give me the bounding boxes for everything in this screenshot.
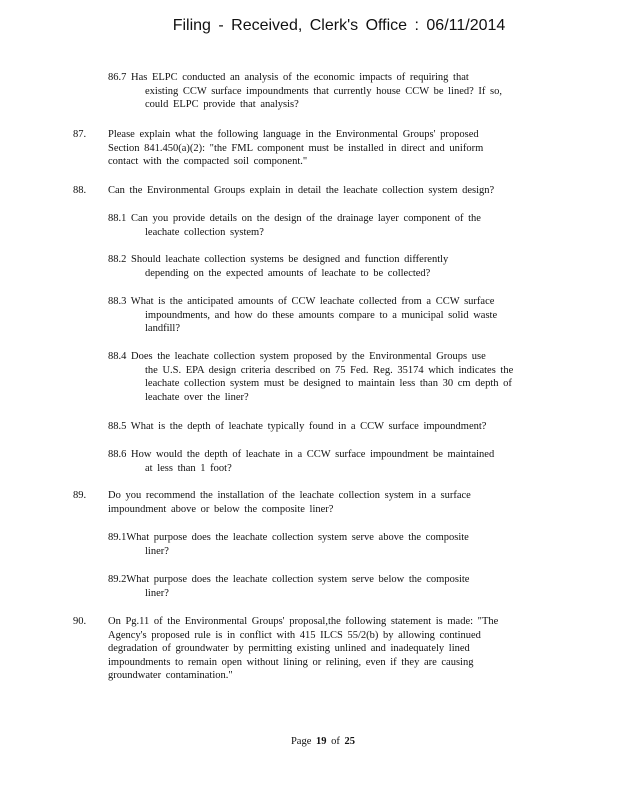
question-88 (73, 184, 494, 198)
question-88-6 (108, 448, 494, 475)
text-line: 88.6 How would the depth of leachate in a CCW surface impoundment be maintained (108, 449, 495, 460)
text-line: liner? (145, 545, 169, 557)
question-90 (73, 615, 498, 683)
page-number: 19 (316, 736, 327, 747)
text-line: 89.1What purpose does the leachate collection system serve above the composite (108, 532, 469, 543)
text-line: Can the Environmental Groups explain in detail the leachate collection system design? (108, 185, 495, 196)
text-line: existing CCW surface impoundments that currently house CCW be lined? If so, (145, 85, 502, 97)
text-line: contact with the compacted soil component." (108, 156, 308, 167)
question-88-1 (108, 212, 481, 239)
question-88-3 (108, 295, 497, 336)
text-line: 88.5 What is the depth of leachate typically found in a CCW surface impoundment? (108, 421, 487, 432)
page-footer (0, 736, 618, 747)
page-of: of (331, 736, 340, 747)
text-line: 86.7 Has ELPC conducted an analysis of the economic impacts of requiring that (108, 72, 469, 83)
text-line: the U.S. EPA design criteria described on 75 Fed. Reg. 35174 which indicates the (145, 364, 514, 376)
text-line: groundwater contamination." (108, 670, 233, 681)
page-label: Page (290, 736, 312, 747)
text-line: 89.2What purpose does the leachate collection system serve below the composite (108, 574, 470, 585)
text-line: landfill? (145, 323, 180, 334)
text-line: 88.1 Can you provide details on the design of the drainage layer component of the (108, 213, 481, 224)
question-89-1 (108, 531, 469, 558)
question-88-4 (108, 350, 513, 404)
text-line: Section 841.450(a)(2): "the FML component must be installed in direct and uniform (108, 142, 484, 154)
text-line: Please explain what the following language in the Environmental Groups' proposed (108, 129, 479, 140)
text-line: Agency's proposed rule is in conflict with 415 ILCS 55/2(b) by allowing continued (108, 629, 481, 641)
text-line: 88.4 Does the leachate collection system proposed by the Environmental Groups use (108, 351, 486, 362)
text-line: Do you recommend the installation of the leachate collection system in a surface (108, 490, 471, 501)
question-number: 90. (73, 616, 87, 627)
text-line: could ELPC provide that analysis? (145, 99, 299, 110)
question-89 (73, 489, 471, 516)
text-line: impoundments, and how do these amounts compare to a municipal solid waste (145, 309, 498, 321)
text-line: 88.2 Should leachate collection systems be designed and function differently (108, 254, 449, 265)
question-number: 88. (73, 185, 87, 196)
text-line: leachate collection system must be designed to maintain less than 30 cm depth of (145, 378, 512, 389)
text-line: liner? (145, 587, 169, 599)
text-line: leachate over the liner? (145, 391, 249, 403)
question-87 (73, 128, 483, 169)
filing-header: Filing - Received, Clerk's Office : 06/11/2014 (172, 17, 506, 34)
question-88-5 (108, 420, 486, 434)
question-number: 87. (73, 129, 87, 140)
text-line: On Pg.11 of the Environmental Groups' proposal,the following statement is made: "The (108, 616, 499, 627)
question-86-7 (108, 71, 502, 112)
text-line: depending on the expected amounts of leachate to be collected? (145, 267, 431, 279)
text-line: degradation of groundwater by permitting existing unlined and inadequately lined (108, 643, 470, 654)
page-total: 25 (344, 736, 356, 747)
text-line: impoundment above or below the composite liner? (108, 503, 334, 515)
text-line: leachate collection system? (145, 226, 264, 238)
question-89-2 (108, 573, 469, 600)
question-number: 89. (73, 490, 87, 501)
text-line: 88.3 What is the anticipated amounts of CCW leachate collected from a CCW surface (108, 296, 495, 307)
text-line: at less than 1 foot? (145, 462, 232, 474)
question-88-2 (108, 253, 448, 280)
text-line: impoundments to remain open without lining or relining, even if they are causing (108, 656, 474, 668)
